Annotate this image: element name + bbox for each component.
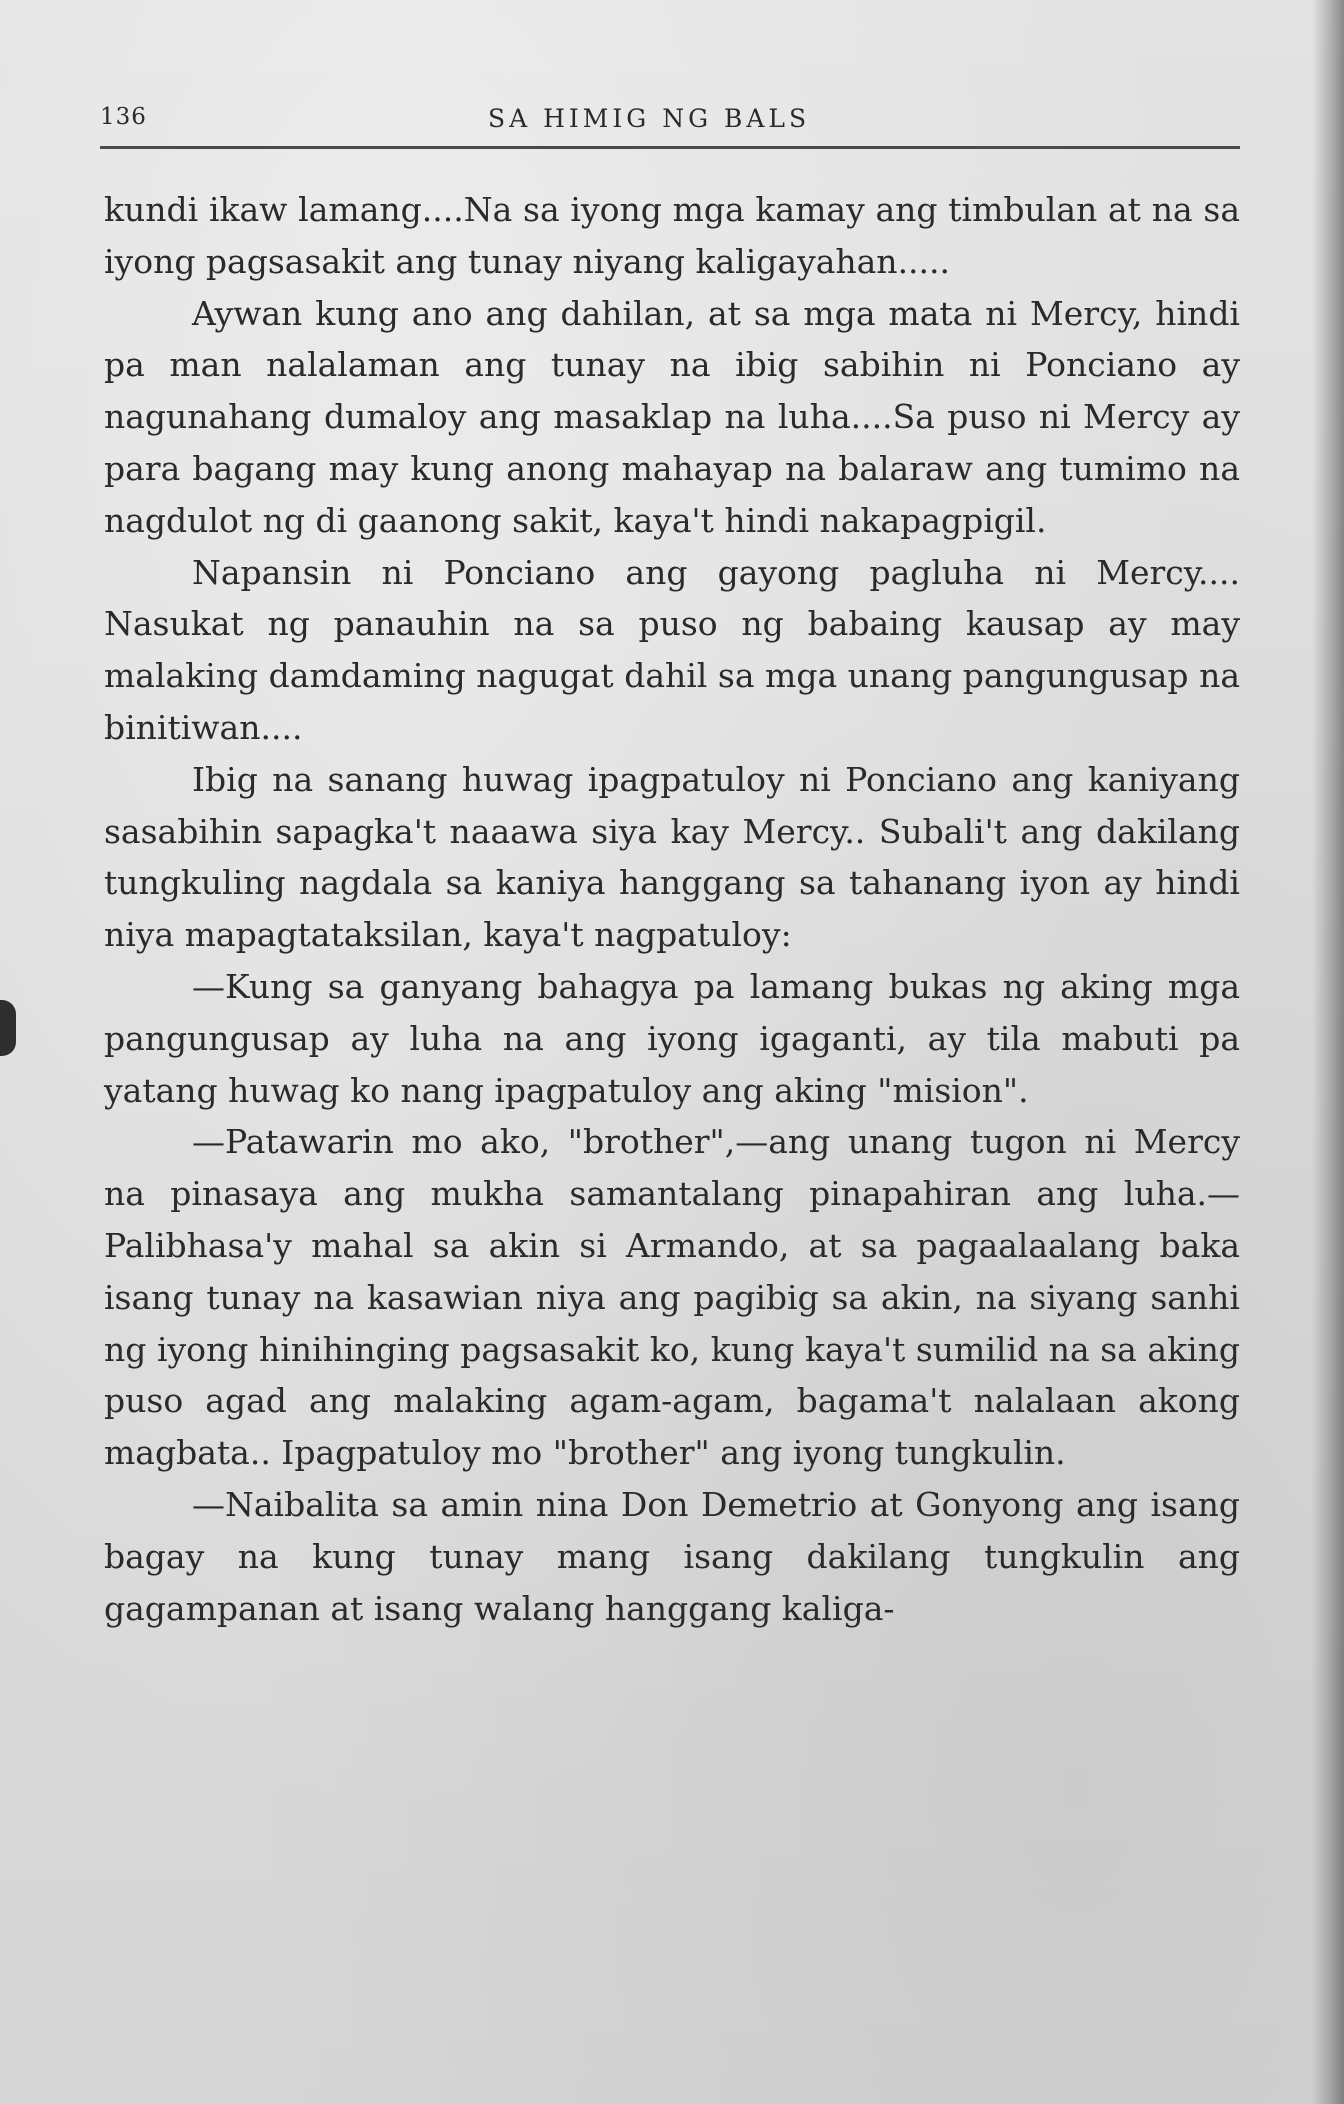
paragraph-continued: kundi ikaw lamang....Na sa iyong mga kamay ang timbulan at na sa iyong pagsasakit ang tunay niyang kaligayahan..... — [104, 190, 1240, 281]
running-title: SA HIMIG NG BALS — [488, 104, 811, 133]
paragraph: Napansin ni Ponciano ang gayong pagluha ni Mercy.... Nasukat ng panauhin na sa puso ng babaing kausap ay may malaking damdaming nagugat dahil sa mga unang pangungusap na binitiwan.... — [104, 552, 1240, 747]
paragraph: Ibig na sanang huwag ipagpatuloy ni Ponciano ang kaniyang sasabihin sapagka't naaawa siya kay Mercy.. Subali't ang dakilang tungkuling nagdala sa kaniya hanggang sa tahanang iyon ay hindi niya mapagtataksilan, kaya't nagpatuloy: — [104, 759, 1240, 955]
page-edge-shadow — [1312, 0, 1344, 2104]
binding-mark — [0, 1000, 16, 1056]
dialogue-paragraph: —Patawarin mo ako, "brother",—ang unang tugon ni Mercy na pinasaya ang mukha samantalang pinapahiran ang luha.—Palibhasa'y mahal sa akin si Armando, at sa pagaalaalang baka isang tunay na kasawian niya ang pagibig sa akin, na siyang sanhi ng iyong hinihinging pagsasakit ko, kung kaya't sumilid na sa aking puso agad ang malaking agam-agam, bagama't nalalaan akong magbata.. Ipagpatuloy mo "brother" ang iyong tungkulin. — [104, 1122, 1240, 1473]
body-text — [104, 184, 1240, 1634]
page-number: 136 — [100, 104, 147, 130]
page-header — [100, 98, 1240, 138]
header-rule — [100, 146, 1240, 149]
paragraph: Aywan kung ano ang dahilan, at sa mga mata ni Mercy, hindi pa man nalalaman ang tunay na ibig sabihin ni Ponciano ay nagunahang dumaloy ang masaklap na luha....Sa puso ni Mercy ay para bagang may kung anong mahayap na balaraw ang tumimo na nagdulot ng di gaanong sakit, kaya't hindi nakapagpigil. — [104, 293, 1240, 540]
dialogue-paragraph: —Naibalita sa amin nina Don Demetrio at Gonyong ang isang bagay na kung tunay mang isang dakilang tungkulin ang gagampanan at isang walang hanggang kaliga- — [104, 1484, 1240, 1628]
dialogue-paragraph: —Kung sa ganyang bahagya pa lamang bukas ng aking mga pangungusap ay luha na ang iyong igaganti, ay tila mabuti pa yatang huwag ko nang ipagpatuloy ang aking "mision". — [104, 966, 1240, 1110]
